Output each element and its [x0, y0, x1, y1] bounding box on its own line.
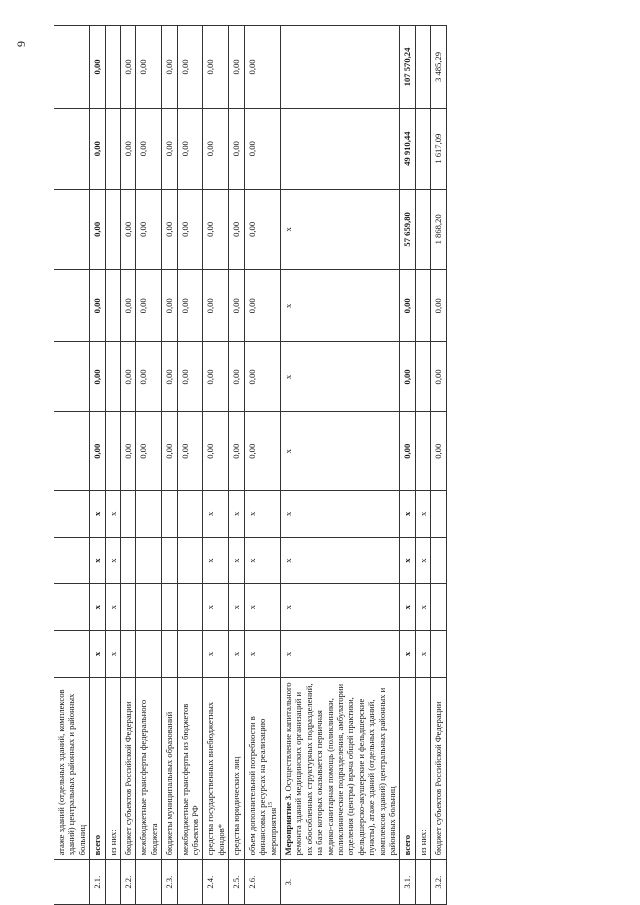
value-cell: 0,00 — [121, 270, 136, 342]
value-cell: х — [244, 537, 280, 584]
value-cell: 57 659,80 — [400, 189, 415, 270]
value-cell: 0,00 — [90, 26, 105, 109]
value-cell: 0,00 — [203, 189, 229, 270]
row-name-text: объем дополнительной потребности в финансовых ресурсах на реализацию мероприятия — [246, 716, 278, 856]
row-name — [105, 677, 120, 860]
table-body — [54, 26, 446, 905]
value-cell: 0,00 — [244, 270, 280, 342]
value-cell — [54, 412, 90, 491]
table-row — [203, 26, 229, 905]
row-number: 2.4. — [203, 860, 229, 905]
value-cell: 0,00 — [162, 270, 177, 342]
page-number: 9 — [14, 41, 28, 47]
table-row — [121, 26, 136, 905]
value-cell: х — [203, 631, 229, 678]
value-cell: х — [415, 491, 430, 538]
value-cell — [162, 631, 177, 678]
value-cell: 0,00 — [229, 342, 244, 412]
table-row — [229, 26, 244, 905]
value-cell: х — [90, 584, 105, 631]
table-row — [244, 26, 280, 905]
row-name-text: межбюджетные трансферты из бюджетов субъектов РФ — [179, 703, 201, 856]
row-number: 3.1. — [400, 860, 415, 905]
value-cell: 0,00 — [136, 412, 162, 491]
value-cell: 0,00 — [136, 270, 162, 342]
value-cell: х — [203, 537, 229, 584]
value-cell — [54, 189, 90, 270]
row-number — [136, 860, 162, 905]
value-cell: х — [280, 270, 399, 342]
value-cell: х — [415, 537, 430, 584]
footnote-mark: 15 — [267, 801, 274, 808]
value-cell: х — [229, 584, 244, 631]
value-cell: 0,00 — [431, 342, 446, 412]
row-name — [203, 677, 229, 860]
row-name — [162, 677, 177, 860]
value-cell: 1 617,09 — [431, 108, 446, 189]
value-cell: 107 570,24 — [400, 26, 415, 109]
value-cell — [431, 537, 446, 584]
row-number: 3. — [280, 860, 399, 905]
value-cell: 0,00 — [121, 342, 136, 412]
value-cell — [54, 537, 90, 584]
value-cell: х — [244, 584, 280, 631]
value-cell: 0,00 — [203, 270, 229, 342]
row-name-text: бюджет субъектов Российской Федерации — [123, 701, 134, 856]
table-row — [415, 26, 430, 905]
table-row — [90, 26, 105, 905]
value-cell: х — [244, 631, 280, 678]
value-cell: 0,00 — [431, 412, 446, 491]
row-name — [177, 677, 203, 860]
value-cell — [105, 412, 120, 491]
value-cell: 0,00 — [244, 108, 280, 189]
value-cell: 0,00 — [244, 26, 280, 109]
value-cell: 0,00 — [177, 26, 203, 109]
table-row — [105, 26, 120, 905]
row-name — [280, 677, 399, 860]
row-name — [90, 677, 105, 860]
row-name-text: Осуществление капитального ремонта зданий медицинских организаций и их обособленных структурных подразделений, на базе которых оказывается первичная медико-санитарная помощь (поликлиники, поликлинические подразделения, амбулатории отделения (центры) врача общей практики, фельдшерско-акушерские и фельдшерские пункты), атаже зданий (отдельных зданий, комплексов зданий) центральных районных и районных больниц — [282, 682, 397, 856]
value-cell: х — [229, 631, 244, 678]
row-name-text: средства государственных внебюджетных фондов* — [205, 701, 226, 856]
value-cell: х — [229, 491, 244, 538]
row-name — [54, 677, 90, 860]
row-number: 3.2. — [431, 860, 446, 905]
row-name — [229, 677, 244, 860]
row-name — [136, 677, 162, 860]
value-cell: 0,00 — [244, 189, 280, 270]
value-cell: 0,00 — [203, 26, 229, 109]
value-cell — [415, 270, 430, 342]
value-cell: 0,00 — [177, 342, 203, 412]
value-cell: 0,00 — [203, 108, 229, 189]
value-cell: х — [400, 537, 415, 584]
row-number — [177, 860, 203, 905]
value-cell: 0,00 — [136, 189, 162, 270]
row-name-text: всего — [402, 834, 413, 856]
value-cell: 0,00 — [177, 108, 203, 189]
value-cell: 0,00 — [162, 108, 177, 189]
value-cell: х — [400, 584, 415, 631]
value-cell — [105, 108, 120, 189]
value-cell — [121, 584, 136, 631]
value-cell: х — [400, 491, 415, 538]
value-cell — [54, 26, 90, 109]
value-cell: 1 868,20 — [431, 189, 446, 270]
value-cell — [105, 342, 120, 412]
row-name-text: из них: — [107, 829, 118, 856]
value-cell — [415, 26, 430, 109]
value-cell: 0,00 — [162, 189, 177, 270]
value-cell: х — [400, 631, 415, 678]
row-name — [244, 677, 280, 860]
row-name-text: всего — [92, 834, 103, 856]
value-cell: х — [280, 584, 399, 631]
value-cell: 0,00 — [177, 189, 203, 270]
table-row — [177, 26, 203, 905]
value-cell — [54, 491, 90, 538]
value-cell — [431, 631, 446, 678]
value-cell — [162, 537, 177, 584]
value-cell — [177, 584, 203, 631]
value-cell: 0,00 — [400, 412, 415, 491]
value-cell — [177, 491, 203, 538]
value-cell: х — [105, 631, 120, 678]
value-cell — [177, 537, 203, 584]
value-cell — [105, 270, 120, 342]
value-cell: х — [90, 537, 105, 584]
row-name-text: бюджет субъектов Российской Федерации — [433, 701, 444, 856]
row-number — [415, 860, 430, 905]
row-name-bold: Мероприятие 3. — [282, 793, 293, 856]
value-cell: 0,00 — [177, 270, 203, 342]
value-cell: х — [105, 584, 120, 631]
value-cell: х — [280, 537, 399, 584]
value-cell: 0,00 — [203, 342, 229, 412]
value-cell: 0,00 — [229, 108, 244, 189]
value-cell: х — [203, 584, 229, 631]
value-cell — [415, 108, 430, 189]
value-cell — [162, 491, 177, 538]
value-cell — [54, 270, 90, 342]
value-cell — [54, 108, 90, 189]
row-number: 2.2. — [121, 860, 136, 905]
row-name-text: бюджеты муниципальных образований — [164, 711, 175, 856]
row-name-text: средства юридических лиц — [231, 756, 242, 856]
value-cell: х — [280, 189, 399, 270]
budget-table — [54, 25, 447, 905]
table-row — [400, 26, 415, 905]
table-row — [162, 26, 177, 905]
value-cell: 0,00 — [90, 108, 105, 189]
value-cell: 0,00 — [431, 270, 446, 342]
value-cell: х — [280, 631, 399, 678]
value-cell — [136, 491, 162, 538]
value-cell: х — [415, 584, 430, 631]
value-cell: х — [90, 631, 105, 678]
value-cell — [280, 108, 399, 189]
value-cell: 0,00 — [400, 342, 415, 412]
row-number: 2.6. — [244, 860, 280, 905]
value-cell: 0,00 — [121, 26, 136, 109]
value-cell: 0,00 — [162, 412, 177, 491]
value-cell: 0,00 — [162, 342, 177, 412]
value-cell — [54, 631, 90, 678]
value-cell — [54, 342, 90, 412]
value-cell: 3 485,29 — [431, 26, 446, 109]
value-cell: х — [229, 537, 244, 584]
value-cell: 0,00 — [90, 189, 105, 270]
value-cell: х — [280, 412, 399, 491]
value-cell: х — [415, 631, 430, 678]
value-cell: 0,00 — [90, 342, 105, 412]
table-row — [280, 26, 399, 905]
table-row — [54, 26, 90, 905]
row-number: 2.5. — [229, 860, 244, 905]
value-cell — [177, 631, 203, 678]
value-cell: 0,00 — [229, 26, 244, 109]
value-cell — [121, 491, 136, 538]
table-row — [136, 26, 162, 905]
row-number — [54, 860, 90, 905]
value-cell: 0,00 — [229, 412, 244, 491]
row-name-text: межбюджетные трансферты федерального бюджета — [138, 699, 159, 856]
value-cell — [431, 491, 446, 538]
value-cell — [121, 537, 136, 584]
value-cell: 0,00 — [136, 342, 162, 412]
value-cell: 0,00 — [400, 270, 415, 342]
value-cell — [415, 412, 430, 491]
value-cell: 0,00 — [162, 26, 177, 109]
value-cell: 0,00 — [136, 108, 162, 189]
value-cell: 0,00 — [244, 342, 280, 412]
value-cell — [415, 189, 430, 270]
row-name — [400, 677, 415, 860]
value-cell — [415, 342, 430, 412]
value-cell: 0,00 — [229, 270, 244, 342]
value-cell: 0,00 — [136, 26, 162, 109]
value-cell: х — [280, 491, 399, 538]
value-cell: х — [280, 342, 399, 412]
value-cell: х — [203, 491, 229, 538]
value-cell — [280, 26, 399, 109]
value-cell: 0,00 — [90, 270, 105, 342]
value-cell: 0,00 — [121, 108, 136, 189]
table-row — [431, 26, 446, 905]
row-name — [415, 677, 430, 860]
value-cell — [54, 584, 90, 631]
value-cell: х — [244, 491, 280, 538]
row-number: 2.3. — [162, 860, 177, 905]
value-cell: 0,00 — [90, 412, 105, 491]
value-cell — [136, 631, 162, 678]
value-cell: 49 910,44 — [400, 108, 415, 189]
value-cell: 0,00 — [177, 412, 203, 491]
value-cell: х — [105, 491, 120, 538]
value-cell: 0,00 — [229, 189, 244, 270]
value-cell — [121, 631, 136, 678]
row-name-text: из них: — [417, 829, 428, 856]
value-cell: 0,00 — [121, 412, 136, 491]
value-cell: 0,00 — [121, 189, 136, 270]
row-name — [121, 677, 136, 860]
value-cell — [136, 537, 162, 584]
value-cell — [136, 584, 162, 631]
value-cell: 0,00 — [244, 412, 280, 491]
value-cell: х — [105, 537, 120, 584]
value-cell: 0,00 — [203, 412, 229, 491]
value-cell: х — [90, 491, 105, 538]
row-number: 2.1. — [90, 860, 105, 905]
row-number — [105, 860, 120, 905]
row-name-text: атаже зданий (отдельных зданий, комплексов зданий) центральных районных и районных больниц — [56, 689, 87, 856]
row-name — [431, 677, 446, 860]
value-cell — [431, 584, 446, 631]
value-cell — [105, 26, 120, 109]
value-cell — [162, 584, 177, 631]
value-cell — [105, 189, 120, 270]
